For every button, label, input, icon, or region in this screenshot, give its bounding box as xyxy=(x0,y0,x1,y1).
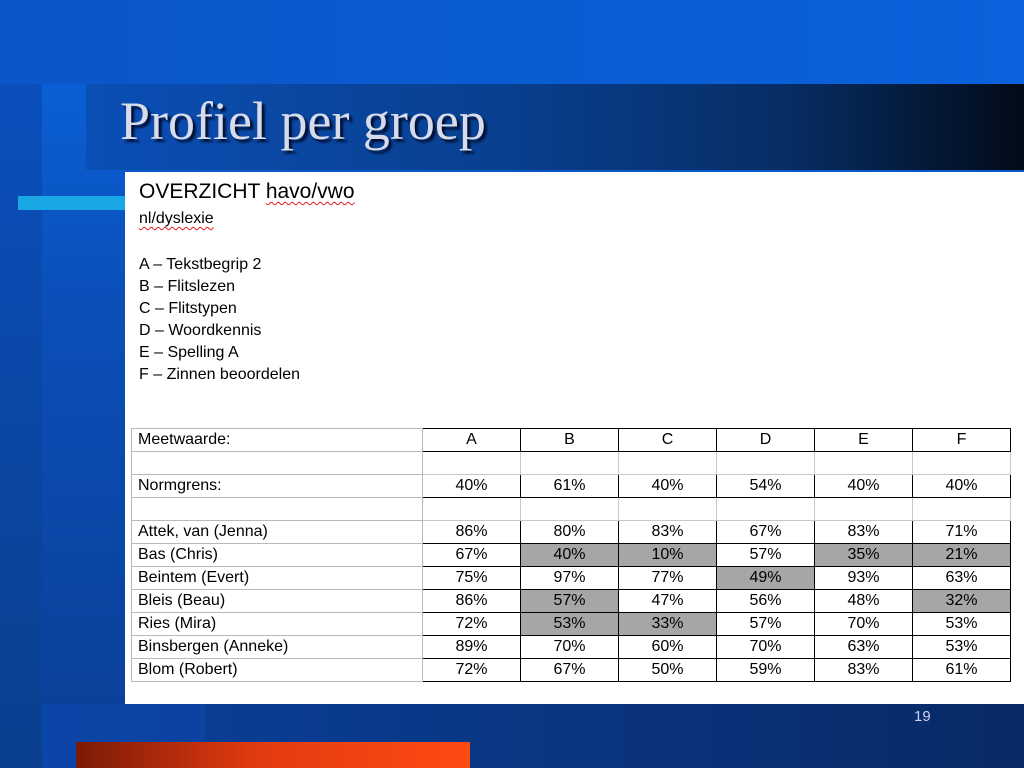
score-cell: 59% xyxy=(717,659,815,682)
norm-value: 54% xyxy=(717,475,815,498)
spacer-cell xyxy=(132,452,423,475)
score-cell: 80% xyxy=(521,521,619,544)
score-cell: 97% xyxy=(521,567,619,590)
red-accent-bar xyxy=(76,742,470,768)
score-cell: 72% xyxy=(423,613,521,636)
spacer-row xyxy=(132,498,1011,521)
spacer-cell xyxy=(521,452,619,475)
score-cell: 67% xyxy=(423,544,521,567)
score-cell: 83% xyxy=(619,521,717,544)
score-cell: 70% xyxy=(521,636,619,659)
spacer-cell xyxy=(132,498,423,521)
score-cell: 93% xyxy=(815,567,913,590)
norm-value: 40% xyxy=(815,475,913,498)
column-header: A xyxy=(423,429,521,452)
score-cell: 71% xyxy=(913,521,1011,544)
student-row xyxy=(132,613,1011,636)
score-cell: 83% xyxy=(815,659,913,682)
score-cell: 53% xyxy=(913,613,1011,636)
spacer-cell xyxy=(815,498,913,521)
student-row xyxy=(132,567,1011,590)
heading-level: havo/vwo xyxy=(265,180,355,203)
score-cell: 53% xyxy=(521,613,619,636)
spacer-cell xyxy=(423,452,521,475)
legend-item: C – Flitstypen xyxy=(139,300,237,317)
score-cell: 48% xyxy=(815,590,913,613)
score-cell: 21% xyxy=(913,544,1011,567)
score-cell: 83% xyxy=(815,521,913,544)
column-header: B xyxy=(521,429,619,452)
spacer-row xyxy=(132,452,1011,475)
legend-item: F – Zinnen beoordelen xyxy=(139,366,300,383)
spacer-cell xyxy=(815,452,913,475)
spacer-cell xyxy=(521,498,619,521)
norm-row xyxy=(132,475,1011,498)
column-header: F xyxy=(913,429,1011,452)
score-cell: 77% xyxy=(619,567,717,590)
student-row xyxy=(132,659,1011,682)
column-header: E xyxy=(815,429,913,452)
score-cell: 60% xyxy=(619,636,717,659)
results-table-body xyxy=(132,429,1011,682)
student-name: Blom (Robert) xyxy=(132,659,423,682)
norm-value: 40% xyxy=(913,475,1011,498)
norm-value: 40% xyxy=(619,475,717,498)
spacer-cell xyxy=(717,452,815,475)
score-cell: 10% xyxy=(619,544,717,567)
student-name: Ries (Mira) xyxy=(132,613,423,636)
norm-value: 40% xyxy=(423,475,521,498)
score-cell: 70% xyxy=(717,636,815,659)
score-cell: 50% xyxy=(619,659,717,682)
score-cell: 86% xyxy=(423,590,521,613)
overview-panel xyxy=(125,172,1024,704)
score-cell: 89% xyxy=(423,636,521,659)
score-cell: 72% xyxy=(423,659,521,682)
student-name: Binsbergen (Anneke) xyxy=(132,636,423,659)
norm-value: 61% xyxy=(521,475,619,498)
meetwaarde-label: Meetwaarde: xyxy=(132,429,423,452)
heading-main: OVERZICHT xyxy=(139,180,260,203)
score-cell: 61% xyxy=(913,659,1011,682)
score-cell: 86% xyxy=(423,521,521,544)
spacer-cell xyxy=(717,498,815,521)
score-cell: 75% xyxy=(423,567,521,590)
score-cell: 56% xyxy=(717,590,815,613)
legend-item: A – Tekstbegrip 2 xyxy=(139,256,262,273)
overview-heading xyxy=(139,180,355,204)
score-cell: 57% xyxy=(717,613,815,636)
results-table xyxy=(131,428,1011,682)
side-strip xyxy=(0,84,42,768)
table-header-row xyxy=(132,429,1011,452)
legend-item: B – Flitslezen xyxy=(139,278,236,295)
score-cell: 49% xyxy=(717,567,815,590)
student-name: Bas (Chris) xyxy=(132,544,423,567)
score-cell: 70% xyxy=(815,613,913,636)
score-cell: 67% xyxy=(717,521,815,544)
spacer-cell xyxy=(619,452,717,475)
spacer-cell xyxy=(913,498,1011,521)
spacer-cell xyxy=(619,498,717,521)
score-cell: 33% xyxy=(619,613,717,636)
score-cell: 35% xyxy=(815,544,913,567)
score-cell: 67% xyxy=(521,659,619,682)
student-name: Attek, van (Jenna) xyxy=(132,521,423,544)
score-cell: 57% xyxy=(521,590,619,613)
student-name: Beintem (Evert) xyxy=(132,567,423,590)
page-number: 19 xyxy=(914,708,931,725)
score-cell: 40% xyxy=(521,544,619,567)
legend-item: E – Spelling A xyxy=(139,344,239,361)
column-header: D xyxy=(717,429,815,452)
student-name: Bleis (Beau) xyxy=(132,590,423,613)
score-cell: 63% xyxy=(815,636,913,659)
normgrens-label: Normgrens: xyxy=(132,475,423,498)
spacer-cell xyxy=(913,452,1011,475)
slide-title: Profiel per groep xyxy=(120,91,486,151)
score-cell: 53% xyxy=(913,636,1011,659)
legend-item: D – Woordkennis xyxy=(139,322,262,339)
column-header: C xyxy=(619,429,717,452)
student-row xyxy=(132,521,1011,544)
score-cell: 63% xyxy=(913,567,1011,590)
score-cell: 47% xyxy=(619,590,717,613)
student-row xyxy=(132,590,1011,613)
student-row xyxy=(132,636,1011,659)
score-cell: 32% xyxy=(913,590,1011,613)
test-legend xyxy=(139,254,300,386)
student-row xyxy=(132,544,1011,567)
score-cell: 57% xyxy=(717,544,815,567)
spacer-cell xyxy=(423,498,521,521)
overview-subtitle: nl/dyslexie xyxy=(139,210,214,227)
top-band xyxy=(0,0,1024,84)
cyan-accent-bar xyxy=(18,196,128,210)
